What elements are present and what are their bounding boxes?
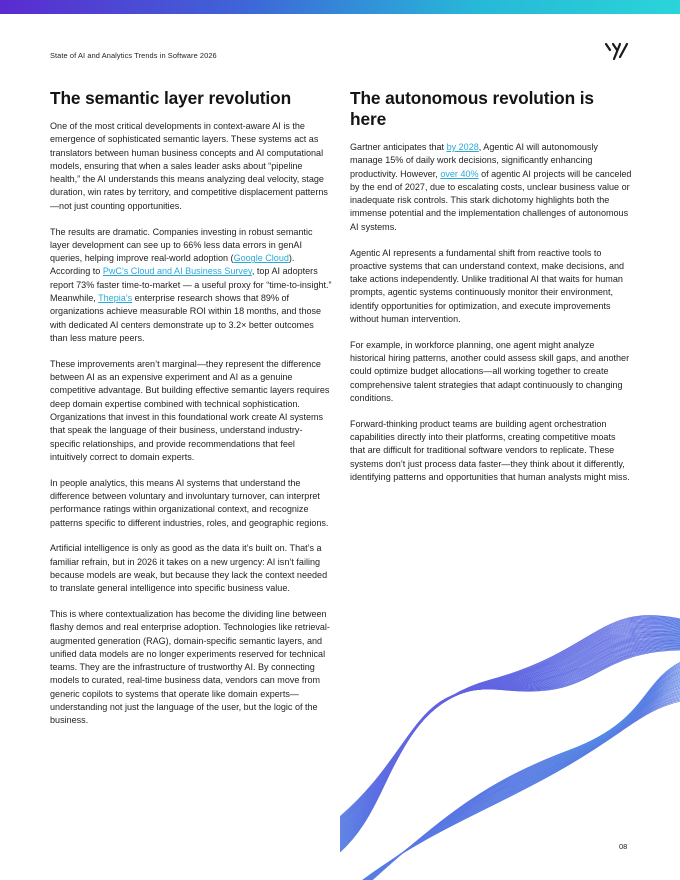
ribbon-line	[340, 620, 680, 856]
ribbon-line	[340, 636, 680, 838]
left-paragraph-6: This is where contextualization has become the dividing line between flashy demos and real enterprise adoption. Technologies like retrieval-augmented generation (RAG), domain-specific semantic layers, and unified data models are no longer experiments reserved for technical teams. They are the infrastructure of trustworthy AI. By connecting models to curated, real-time business data, vendors can move from generic copilots to systems that operate like domain experts—understanding not just the language of the user, but the logic of the business.	[50, 609, 330, 726]
wave-ribbon-graphic	[340, 560, 680, 880]
ribbon-line	[340, 622, 680, 853]
ribbon-line	[340, 638, 680, 835]
google-cloud-link[interactable]: Google Cloud	[233, 253, 289, 264]
thepia-link[interactable]: Thepia’s	[98, 293, 133, 304]
by-2028-link[interactable]: by 2028	[446, 142, 479, 152]
ribbon-line	[366, 676, 680, 880]
ribbon-line	[340, 644, 680, 828]
ribbon-line	[340, 633, 680, 840]
left-paragraph-4: In people analytics, this means AI systems that understand the difference between voluntary and involuntary turnover, can interpret performance ratings within organizational context, and recognize patterns specific to different industries, roles, and geographic regions.	[50, 477, 329, 528]
ribbon-line	[340, 633, 680, 842]
ribbon-line	[340, 630, 680, 844]
ribbon-line	[340, 641, 680, 832]
ribbon-line	[340, 643, 680, 829]
ribbon-line	[340, 629, 680, 846]
brand-logo-icon	[604, 41, 630, 63]
semantic-layer-heading: The semantic layer revolution	[50, 88, 292, 108]
autonomous-revolution-heading: The autonomous revolution is here	[350, 88, 594, 129]
document-title: State of AI and Analytics Trends in Software 2026	[50, 51, 217, 60]
ribbon-line	[340, 631, 680, 843]
left-paragraph-1: One of the most critical developments in context-aware AI is the emergence of sophisticated semantic layers. These systems act as translators between human business concepts and AI computational models, ensuring that when a sales leader asks about “pipeline health,” the AI understands this means analyzing deal velocity, stage duration, win rates by territory, and competitive displacement patterns—not just counting opportunities.	[50, 121, 328, 211]
ribbon-line	[340, 629, 680, 845]
ribbon-line	[367, 671, 680, 880]
left-paragraph-2: The results are dramatic. Companies investing in robust semantic layer development can see up to 66% less data errors in genAI queries, helping improve real-world adoption (Google Cloud). According to PwC’s Cloud and AI Business Survey, top AI adopters report 73% faster time-to-market — a useful proxy for “time-to-insight.” Meanwhile, Thepia’s enterprise research shows that 89% of organizations achieve measurable ROI within 18 months, and those with dedicated AI centers demonstrate up to 3.2× better outcomes than less mature peers.	[50, 226, 332, 343]
ribbon-line	[340, 639, 680, 833]
ribbon-line	[340, 644, 680, 827]
ribbon-line	[367, 673, 680, 880]
ribbon-line	[340, 645, 680, 826]
ribbon-line	[366, 677, 680, 880]
left-paragraph-3: These improvements aren’t marginal—they represent the difference between AI as an expensive experiment and AI as a genuine competitive advantage. But building effective semantic layers requires deep domain expertise combined with technical sophistication. Organizations that invest in this foundational work create AI systems that speak the language of their business, understand industry-specific relationships, and provide recommendations that feel intuitively correct to domain experts.	[50, 358, 330, 462]
ribbon-line	[340, 635, 680, 839]
pwc-survey-link[interactable]: PwC’s Cloud and AI Business Survey	[102, 266, 252, 277]
ribbon-line	[340, 642, 680, 829]
right-paragraph-4: Forward-thinking product teams are building agent orchestration capabilities directly into their platforms, creating competitive moats that are difficult for traditional software vendors to replicate. These systems don’t just process data faster—they think about it differently, identifying patterns and opportunities that human analysts might miss.	[350, 418, 630, 483]
ribbon-line	[366, 675, 680, 880]
ribbon-line	[340, 632, 680, 842]
left-column	[50, 88, 332, 740]
left-paragraph-5: Artificial intelligence is only as good as the data it’s built on. That’s a familiar refrain, but in 2026 it takes on a new urgency: AI isn’t failing because models are weak, but because they lack the context needed to translate general intelligence into specific business value.	[50, 543, 328, 594]
ribbon-line	[340, 636, 680, 837]
ribbon-line	[368, 670, 680, 880]
ribbon-line	[340, 626, 680, 848]
right-column	[350, 88, 632, 497]
ribbon-line	[340, 640, 680, 832]
over-40-link[interactable]: over 40%	[440, 168, 479, 179]
top-gradient-bar	[0, 0, 680, 14]
ribbon-line	[340, 634, 680, 839]
ribbon-line	[340, 642, 680, 831]
right-paragraph-3: For example, in workforce planning, one agent might analyze historical hiring patterns, another could assess skill gaps, and another could optimize budget allocations—all working together to create comprehensive talent strategies that adapt continuously to changing conditions.	[350, 339, 630, 404]
right-paragraph-2: Agentic AI represents a fundamental shift from reactive tools to proactive systems that can understand context, make decisions, and take actions independently. Unlike traditional AI that waits for human prompts, agentic systems continuously monitor their environment, identify opportunities for optimization, and execute improvements without human intervention.	[350, 247, 625, 325]
ribbon-line	[340, 647, 680, 825]
ribbon-line	[340, 637, 680, 836]
ribbon-line	[340, 639, 680, 835]
ribbon-line	[340, 628, 680, 847]
right-paragraph-1: Gartner anticipates that by 2028, Agentic AI will autonomously manage 15% of daily work decisions, significantly enhancing productivity. However, over 40% of agentic AI projects will be canceled by the end of 2027, due to escalating costs, unclear business value or inadequate risk controls. This stark dichotomy highlights both the immense potential and the implementation challenges of autonomous AI systems.	[350, 142, 632, 232]
ribbon-line	[340, 646, 680, 825]
ribbon-line	[367, 672, 680, 880]
ribbon-line	[340, 625, 680, 849]
ribbon-line	[340, 627, 680, 848]
page-number: 08	[619, 842, 628, 851]
